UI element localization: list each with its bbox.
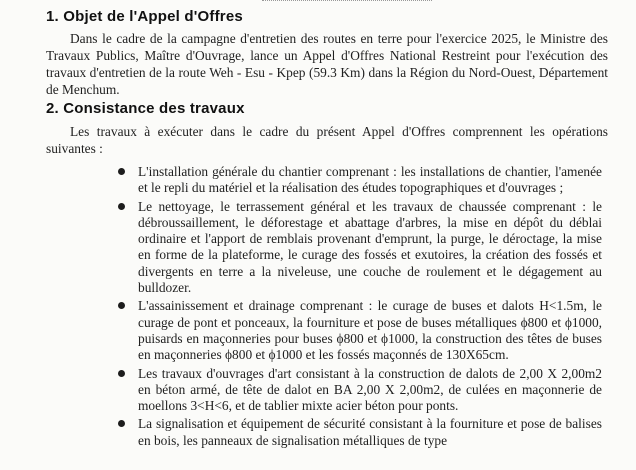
bullet-icon (118, 370, 125, 377)
list-item (116, 298, 602, 363)
list-item-text: La signalisation et équipement de sécurité consistant à la fourniture et pose de balises en bois, les panneaux de signalisation métalliques de type (138, 416, 602, 448)
list-item (116, 366, 602, 415)
consistance-intro: Les travaux à exécuter dans le cadre du présent Appel d'Offres comprennent les opérations suivantes : (46, 124, 608, 156)
list-item (116, 199, 602, 297)
bullet-icon (118, 168, 125, 175)
objet-paragraph: Dans le cadre de la campagne d'entretien des routes en terre pour l'exercice 2025, le Ministre des Travaux Publics, Maître d'Ouvrage, lance un Appel d'Offres National Restreint pour l'exécution des travaux d'entretien de la route Weh - Esu - Kpep (59.3 Km) dans la Région du Nord-Ouest, Département de Menchum. (46, 31, 608, 97)
top-edge-underline (262, 0, 432, 3)
list-item-text: L'assainissement et drainage comprenant : le curage de buses et dalots H<1.5m, le curage de pont et ponceaux, la fourniture et pose de buses métalliques ϕ800 et ϕ1000, puisards en maçonneries pour buses ϕ800 et ϕ1000, la construction des têtes de buses en maçonneries ϕ800 et ϕ1000 et les fossés maçonnés de 130X65cm. (138, 298, 602, 363)
works-list (116, 164, 602, 451)
bullet-icon (118, 203, 125, 210)
list-item-text: L'installation générale du chantier comprenant : les installations de chantier, l'amenée et le repli du matériel et la réalisation des études topographiques et d'ouvrages ; (138, 164, 602, 196)
bullet-icon (118, 302, 125, 309)
list-item (116, 416, 602, 449)
bullet-icon (118, 420, 125, 427)
section-heading-consistance: 2. Consistance des travaux (46, 100, 245, 117)
list-item-text: Les travaux d'ouvrages d'art consistant à la construction de dalots de 2,00 X 2,00m2 en béton armé, de tête de dalot en BA 2,00 X 2,00m2, de culées en maçonnerie de moellons 3<H<6, et de tablier mixte acier béton pour ponts. (138, 365, 602, 414)
section-heading-objet: 1. Objet de l'Appel d'Offres (46, 8, 243, 25)
list-item-text: Le nettoyage, le terrassement général et les travaux de chaussée comprenant : le débroussaillement, le déforestage et abattage d'arbres, la mise en dépôt du déblai ordinaire et l'apport de remblais provenant d'emprunt, la purge, le déroctage, la mise en forme de la plateforme, le curage des fossés et exutoires, la création des fossés et divergents en terre a la niveleuse, une couche de roulement et le dégagement au bulldozer. (138, 198, 602, 296)
list-item (116, 164, 602, 197)
